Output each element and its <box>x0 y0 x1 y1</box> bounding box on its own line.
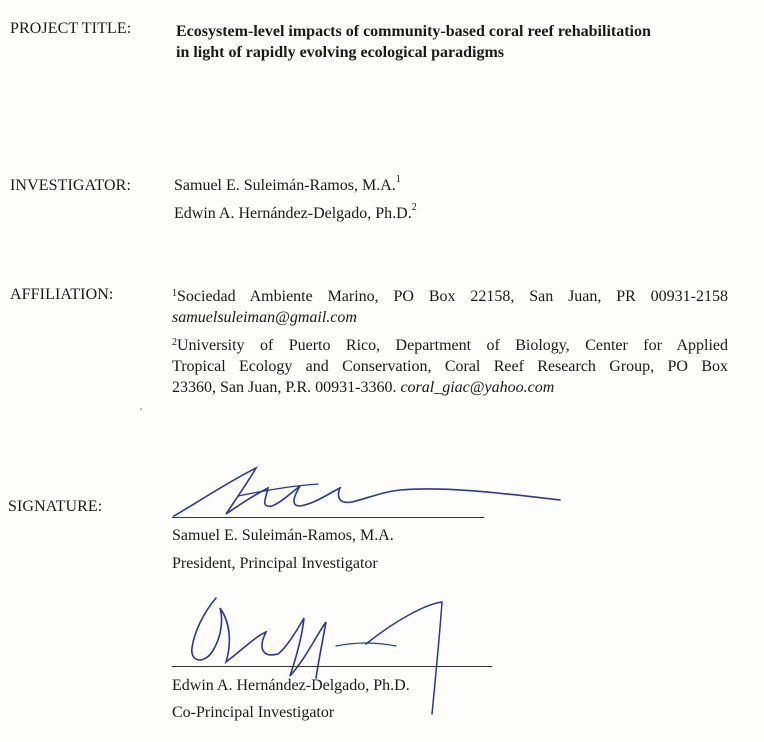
investigator-name-2-sup: 2 <box>411 202 417 213</box>
affiliation-2-line-2: Tropical Ecology and Conservation, Coral Reef Research Group, PO Box <box>172 358 728 375</box>
affiliation-1-line <box>172 286 728 307</box>
affiliation-2-sup: 2 <box>172 337 177 348</box>
affiliation-2 <box>172 335 728 398</box>
investigator-name-2-text: Edwin A. Hernández-Delgado, Ph.D. <box>174 205 412 222</box>
signer-1-name: Samuel E. Suleimán-Ramos, M.A. <box>172 527 394 544</box>
project-title-line-1: Ecosystem-level impacts of community-based coral reef rehabilitation <box>176 23 651 40</box>
investigator-name-2 <box>174 202 417 223</box>
affiliation-2-line-3 <box>172 377 728 398</box>
project-title-line-2: in light of rapidly evolving ecological paradigms <box>176 44 505 61</box>
signature-2-handwriting <box>186 592 456 716</box>
scan-speck <box>140 408 142 410</box>
signature-1-handwriting <box>168 462 568 524</box>
affiliation-label: AFFILIATION: <box>10 286 114 303</box>
affiliation-1 <box>172 286 728 328</box>
affiliation-2-address-end: 23360, San Juan, P.R. 00931-3360. <box>172 379 397 396</box>
affiliation-1-email: samuelsuleiman@gmail.com <box>172 309 357 326</box>
affiliation-2-text: University of Puerto Rico, Department of Biology, Center for Applied <box>177 337 728 354</box>
signature-2-line <box>172 666 492 667</box>
investigator-label: INVESTIGATOR: <box>10 177 132 194</box>
signer-1-role: President, Principal Investigator <box>172 555 378 572</box>
affiliation-1-sup: 1 <box>172 288 177 299</box>
signer-2-role: Co-Principal Investigator <box>172 704 335 721</box>
affiliation-1-text: Sociedad Ambiente Marino, PO Box 22158, San Juan, PR 00931-2158 <box>177 288 728 305</box>
signature-1-line <box>172 517 484 518</box>
project-title-label: PROJECT TITLE: <box>10 20 132 37</box>
investigator-name-1-text: Samuel E. Suleimán-Ramos, M.A. <box>174 177 396 194</box>
project-title <box>176 21 736 63</box>
signature-label: SIGNATURE: <box>8 498 103 515</box>
affiliation-2-line-1 <box>172 335 728 356</box>
affiliation-2-email: coral_giac@yahoo.com <box>400 379 555 396</box>
investigator-name-1 <box>174 174 401 195</box>
investigator-name-1-sup: 1 <box>395 174 401 185</box>
signer-2-name: Edwin A. Hernández-Delgado, Ph.D. <box>172 677 410 694</box>
